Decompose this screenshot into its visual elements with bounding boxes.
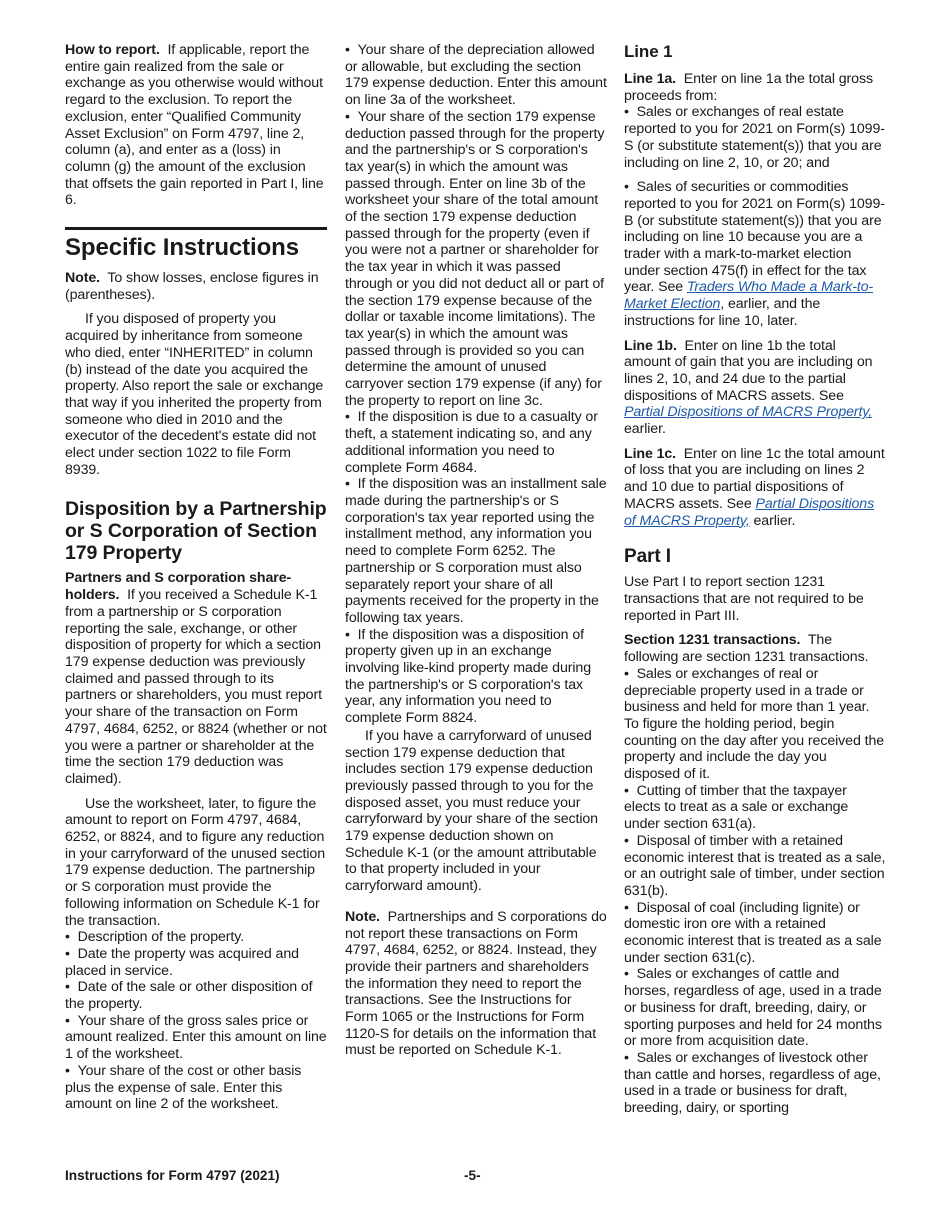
column-1 [65, 42, 327, 1113]
column-2 [345, 42, 607, 1067]
page-number: -5- [464, 1168, 481, 1183]
line-1a-paragraph [624, 71, 886, 104]
line-1c-text: Enter on line 1c the total amount of loss that you are including on lines 2 and 10 due to partial dispositions of MACRS assets. See [624, 445, 885, 512]
section-1231-paragraph [624, 632, 886, 665]
line-1b-paragraph [624, 338, 886, 438]
part-1-heading: Part I [624, 546, 671, 568]
footer-form-title: Instructions for Form 4797 (2021) [65, 1168, 280, 1183]
list-item-text: Sales of securities or commodities reported to you for 2021 on Form(s) 1099-B (or substitute statement(s)) that you are including on line 10 because you are a trader with a mark-to-market election under section 475(f) in effect for the tax year. See [624, 179, 885, 296]
section-1231-text: The following are section 1231 transactions. [624, 632, 869, 666]
line-1b-label: Line 1b. [624, 337, 677, 354]
list-item: • Description of the property. [65, 929, 327, 946]
line-1b-tail: earlier. [624, 421, 666, 438]
line-1a-text: Enter on line 1a the total gross proceeds from: [624, 71, 873, 104]
part-1-paragraph: Use Part I to report section 1231 transactions that are not required to be reported in Part III. [624, 574, 864, 624]
carryforward-paragraph: If you have a carryforward of unused section 179 expense deduction that includes section 179 expense deduction previously passed through to you for the disposed asset, you must reduce your carryforward by your share of the section 179 expense deduction shown on Schedule K-1 (or the amount attributable to that property included in your carryforward amount). [345, 727, 598, 895]
list-item: • If the disposition was an installment sale made during the partnership's or S corporation's tax year reported using the installment method, any information you need to complete Form 6252. The partnership or S corporation must also separately report your share of all payments received for the property in the following tax years. [345, 476, 607, 626]
how-to-report-text: If applicable, report the entire gain realized from the sale or exchange as you otherwise would without regard to the exclusion. To report the exclusion, enter “Qualified Community Asset Exclusion” on Form 4797, line 2, column (a), and enter as a (loss) in column (g) the amount of the exclusion that offsets the gain reported in Part I, line 6. [65, 42, 324, 209]
list-item: • Sales or exchanges of cattle and horses, regardless of age, used in a trade or business for draft, breeding, dairy, or sporting purposes and held for 24 months or more from acquisition date. [624, 966, 886, 1050]
section-1231-heading: Section 1231 transactions. [624, 632, 801, 649]
specific-instructions-heading: Specific Instructions [65, 227, 327, 262]
list-item: • If the disposition was a disposition of property given up in an exchange involving like-kind property made during the partnership's or S corporation's tax year, any information you need to complete Form 8824. [345, 627, 607, 727]
how-to-report-paragraph [65, 42, 327, 209]
list-item: • Your share of the depreciation allowed or allowable, but excluding the section 179 expense deduction. Enter this amount on line 3a of the worksheet. [345, 42, 607, 109]
inherited-paragraph: If you disposed of property you acquired by inheritance from someone who died, enter “INHERITED” in column (b) instead of the date you acquired the property. Also report the sale or exchange that way if you inherited the property from someone who died in 2010 and the executor of the decedent's estate did not elect under section 1022 to file Form 8939. [65, 311, 324, 478]
how-to-report-heading: How to report. [65, 42, 160, 58]
list-item: • Your share of the section 179 expense deduction passed through for the property and the partnership's or S corporation's tax year(s) in which the amount was passed through. Enter on line 3b of the worksheet your share of the total amount of the section 179 expense deduction passed through for the property (even if you were not a partner or shareholder for the tax year in which it was passed through or you did not deduct all or part of the section 179 expense because of the dollar or taxable income limitations). The tax year(s) in which the amount was passed through is provided so you can determine the amount of unused carryover section 179 expense (if any) for the property to report on line 3c. [345, 109, 607, 410]
column-3 [624, 42, 886, 1117]
worksheet-paragraph: Use the worksheet, later, to figure the amount to report on Form 4797, 4684, 6252, or 8824, and to figure any reduction in your carryforward of the unused section 179 expense deduction. The partnership or S corporation must provide the following information on Schedule K-1 for the transaction. [65, 795, 325, 929]
list-item: • Sales or exchanges of livestock other than cattle and horses, regardless of age, used in a trade or business for draft, breeding, dairy, or sporting [624, 1050, 886, 1117]
list-item: • Disposal of timber with a retained economic interest that is treated as a sale, or an outright sale of timber, under section 631(b). [624, 833, 886, 900]
line-1a-label: Line 1a. [624, 71, 677, 87]
list-item: • Your share of the gross sales price or amount realized. Enter this amount on line 1 of the worksheet. [65, 1013, 327, 1063]
partial-dispositions-link[interactable]: Partial Dispositions of MACRS Property, [624, 404, 873, 421]
partners-paragraph [65, 570, 327, 787]
note-label: Note. [65, 270, 100, 287]
line-1c-tail: earlier. [753, 512, 796, 529]
disposition-heading: Disposition by a Partnership or S Corporation of Section 179 Property [65, 498, 327, 565]
partial-dispositions-link[interactable]: Partial Dispositions of MACRS Property, [624, 495, 875, 529]
list-item [624, 179, 886, 329]
line-1c-label: Line 1c. [624, 445, 677, 462]
list-item: • Sales or exchanges of real estate reported to you for 2021 on Form(s) 1099-S (or substitute statement(s)) that you are including on line 2, 10, or 20; and [624, 104, 886, 171]
note-label: Note. [345, 908, 380, 925]
list-item: • Cutting of timber that the taxpayer elects to treat as a sale or exchange under section 631(a). [624, 783, 886, 833]
partnership-note-paragraph [345, 909, 607, 1059]
note-text: Partnerships and S corporations do not report these transactions on Form 4797, 4684, 6252, or 8824. Instead, they provide their partners and shareholders the information they need to report the transactions. See the Instructions for Form 1065 or the Instructions for Form 1120-S for details on the information that must be reported on Schedule K-1. [345, 908, 607, 1059]
list-item: • Your share of the cost or other basis plus the expense of sale. Enter this amount on line 2 of the worksheet. [65, 1063, 327, 1113]
list-item: • Date the property was acquired and placed in service. [65, 946, 327, 979]
partners-text: If you received a Schedule K-1 from a partnership or S corporation reporting the sale, exchange, or other disposition of property for which a section 179 expense deduction was previously claimed and passed through to its partners or shareholders, you must report your share of the transaction on Form 4797, 4684, 6252, or 8824 (whether or not you were a partner or shareholder at the time the section 179 deduction was claimed). [65, 587, 327, 787]
line-1-heading: Line 1 [624, 42, 673, 61]
note-paragraph [65, 270, 327, 303]
list-item: • Disposal of coal (including lignite) or domestic iron ore with a retained economic interest that is treated as a sale under section 631(c). [624, 900, 886, 967]
list-item-text: , earlier, and the instructions for line 10, later. [624, 296, 821, 329]
line-1c-paragraph [624, 446, 886, 530]
list-item: • If the disposition is due to a casualty or theft, a statement indicating so, and any additional information you need to complete Form 4684. [345, 409, 607, 476]
note-text: To show losses, enclose figures in (parentheses). [65, 270, 319, 303]
list-item: • Date of the sale or other disposition of the property. [65, 979, 327, 1012]
list-item: • Sales or exchanges of real or depreciable property used in a trade or business and held for more than 1 year. To figure the holding period, begin counting on the day after you received the property and include the day you disposed of it. [624, 666, 886, 783]
line-1b-text: Enter on line 1b the total amount of gain that you are including on lines 2, 10, and 24 due to the partial dispositions of MACRS assets. See [624, 337, 873, 404]
partners-heading: Partners and S corporation share-holders. [65, 570, 292, 604]
traders-mark-to-market-link[interactable]: Traders Who Made a Mark-to-Market Election [624, 279, 874, 313]
